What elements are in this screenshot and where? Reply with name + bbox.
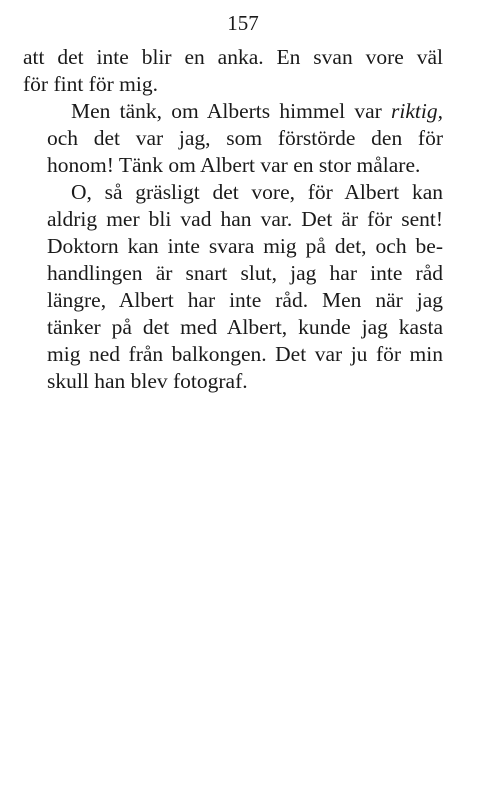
text-line: mig ned från balkongen. Det var ju för min [47,342,443,366]
text-line: Doktorn kan inte svara mig på det, och be- [47,234,443,258]
page-number: 157 [227,11,259,35]
text-line: O, så gräsligt det vore, för Albert kan [71,180,443,204]
body-text [23,44,443,395]
text-line: skull han blev fotograf. [47,369,248,393]
text-line: att det inte blir en anka. En svan vore väl [23,45,443,69]
paragraph-1 [23,44,443,98]
text-line: honom! Tänk om Albert var en stor målare. [47,153,421,177]
text-line: längre, Albert har inte råd. Men när jag [47,288,443,312]
italic-word: riktig, [391,99,443,123]
text-line [23,98,443,125]
text-line: handlingen är snart slut, jag har inte råd [47,261,443,285]
text-line: för fint för mig. [23,72,158,96]
text-line: aldrig mer bli vad han var. Det är för sent! [47,207,443,231]
paragraph-2 [23,98,443,179]
text-segment: Men tänk, om Alberts himmel var [71,99,392,123]
text-line: och det var jag, som förstörde den för [47,126,443,150]
paragraph-3 [23,179,443,395]
text-line: tänker på det med Albert, kunde jag kasta [47,315,443,339]
